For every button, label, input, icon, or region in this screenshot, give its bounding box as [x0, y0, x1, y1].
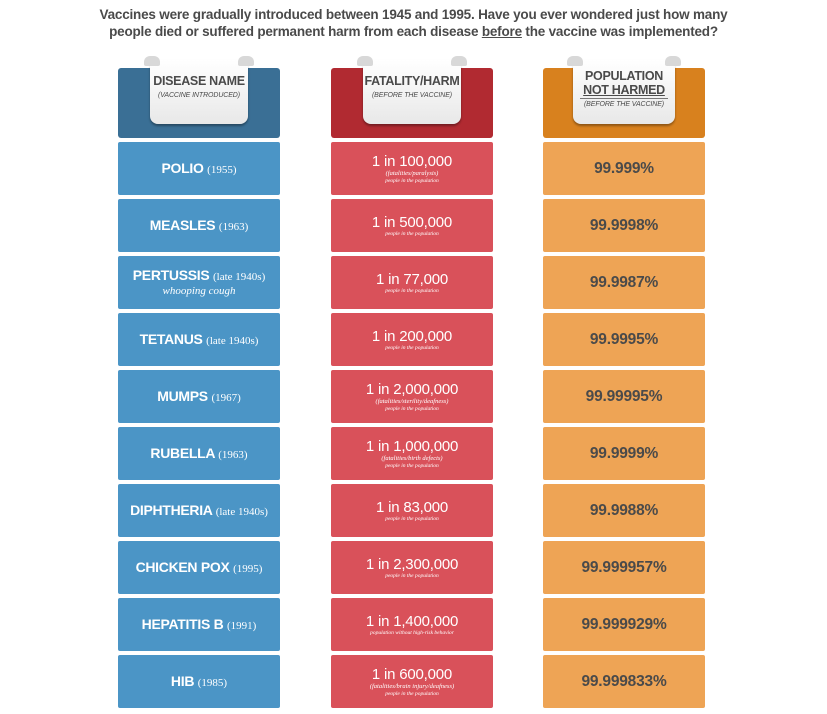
- fatality-note: (fatalities/birth defects): [381, 454, 443, 462]
- population-cell: [543, 256, 705, 309]
- fatality-rate: 1 in 83,000: [375, 498, 449, 516]
- population-header-title-1: POPULATION: [584, 69, 664, 83]
- population-not-harmed-pct: 99.999957%: [581, 558, 667, 576]
- disease-name-line: [157, 388, 241, 406]
- fatality-rate: 1 in 77,000: [375, 270, 449, 288]
- disease-cell: [118, 598, 280, 651]
- table-row: [0, 484, 827, 537]
- vaccine-year: (late 1940s): [215, 505, 268, 518]
- disease-cell: [118, 655, 280, 708]
- vaccine-year: (1967): [211, 391, 241, 404]
- population-cell: [543, 655, 705, 708]
- population-header-tab: [573, 60, 675, 124]
- fatality-population-note: people in the population: [385, 177, 439, 184]
- disease-header-sub: (VACCINE INTRODUCED): [157, 92, 240, 99]
- population-cell: [543, 598, 705, 651]
- intro-text: [40, 6, 787, 40]
- fatality-cell: [331, 313, 493, 366]
- population-header-title-2: NOT HARMED: [583, 83, 665, 97]
- disease-name: HIB: [170, 672, 195, 689]
- disease-name-line: [142, 616, 257, 634]
- population-cell: [543, 370, 705, 423]
- intro-line-2-pre: people died or suffered permanent harm from each disease: [109, 24, 482, 39]
- table-row: [0, 256, 827, 309]
- fatality-cell: [331, 598, 493, 651]
- population-not-harmed-pct: 99.9987%: [589, 273, 659, 291]
- fatality-cell: [331, 370, 493, 423]
- fatality-header-title: FATALITY/HARM: [364, 74, 460, 88]
- disease-alt-name: whooping cough: [162, 285, 236, 297]
- population-not-harmed-pct: 99.999%: [594, 159, 654, 177]
- intro-line-2-underlined: before: [481, 24, 522, 39]
- fatality-population-note: people in the population: [385, 515, 439, 522]
- fatality-population-note: people in the population: [385, 405, 439, 412]
- disease-name: RUBELLA: [150, 444, 215, 461]
- vaccine-year: (1963): [218, 448, 248, 461]
- fatality-population-note: people in the population: [385, 344, 439, 351]
- disease-name: TETANUS: [139, 330, 203, 347]
- fatality-header-sub: (BEFORE THE VACCINE): [371, 92, 453, 99]
- fatality-cell: [331, 427, 493, 480]
- fatality-population-note: people in the population: [385, 230, 439, 237]
- population-cell: [543, 427, 705, 480]
- population-cell: [543, 313, 705, 366]
- table-row: [0, 541, 827, 594]
- disease-name-line: [140, 331, 259, 349]
- fatality-note: (fatalities/brain injury/deafness): [369, 682, 455, 690]
- fatality-cell: [331, 541, 493, 594]
- intro-line-2-post: the vaccine was implemented?: [521, 24, 718, 39]
- vaccine-year: (1991): [227, 619, 257, 632]
- fatality-cell: [331, 142, 493, 195]
- fatality-rate: 1 in 1,400,000: [365, 612, 459, 630]
- disease-name-line: [150, 445, 247, 463]
- fatality-rate: 1 in 1,000,000: [365, 437, 459, 455]
- population-header-sub: (BEFORE THE VACCINE): [580, 98, 668, 109]
- fatality-rate: 1 in 2,300,000: [365, 555, 459, 573]
- fatality-rate: 1 in 500,000: [371, 213, 453, 231]
- disease-name-line: [133, 267, 265, 285]
- disease-header-tab: [150, 60, 248, 124]
- population-not-harmed-pct: 99.9998%: [589, 216, 659, 234]
- vaccine-year: (1963): [218, 220, 249, 233]
- population-cell: [543, 541, 705, 594]
- population-cell: [543, 484, 705, 537]
- disease-cell: [118, 541, 280, 594]
- table-row: [0, 313, 827, 366]
- table-row: [0, 142, 827, 195]
- table-row: [0, 370, 827, 423]
- fatality-population-note: population without high-risk behavior: [370, 629, 454, 636]
- disease-cell: [118, 370, 280, 423]
- disease-cell: [118, 142, 280, 195]
- fatality-rate: 1 in 100,000: [371, 152, 453, 170]
- disease-cell: [118, 313, 280, 366]
- disease-name-line: [136, 559, 263, 577]
- population-not-harmed-pct: 99.99995%: [585, 387, 663, 405]
- disease-name: PERTUSSIS: [132, 267, 210, 283]
- disease-name-line: [150, 217, 249, 235]
- fatality-note: (fatalities/paralysis): [385, 169, 439, 177]
- population-not-harmed-pct: 99.999833%: [581, 672, 667, 690]
- table-row: [0, 199, 827, 252]
- fatality-cell: [331, 256, 493, 309]
- disease-header-title: DISEASE NAME: [153, 74, 245, 88]
- table-row: [0, 655, 827, 708]
- disease-name: POLIO: [161, 159, 204, 176]
- population-cell: [543, 199, 705, 252]
- fatality-note: (fatalities/sterility/deafness): [375, 397, 449, 405]
- vaccine-year: (late 1940s): [206, 334, 259, 347]
- fatality-cell: [331, 199, 493, 252]
- disease-name-line: [130, 502, 268, 520]
- disease-name: CHICKEN POX: [135, 558, 230, 575]
- fatality-header-tab: [363, 60, 461, 124]
- population-not-harmed-pct: 99.9995%: [589, 330, 659, 348]
- disease-name-line: [162, 160, 237, 178]
- disease-cell: [118, 199, 280, 252]
- fatality-rate: 1 in 2,000,000: [365, 380, 459, 398]
- disease-cell: [118, 427, 280, 480]
- table-row: [0, 427, 827, 480]
- population-not-harmed-pct: 99.9999%: [589, 444, 659, 462]
- fatality-population-note: people in the population: [385, 690, 439, 697]
- disease-name: HEPATITIS B: [141, 615, 224, 632]
- fatality-population-note: people in the population: [385, 572, 439, 579]
- table-row: [0, 598, 827, 651]
- fatality-rate: 1 in 200,000: [371, 327, 453, 345]
- intro-line-1: Vaccines were gradually introduced between 1945 and 1995. Have you ever wondered just how many: [99, 7, 728, 22]
- vaccine-year: (late 1940s): [213, 271, 266, 283]
- intro-line-2: [40, 23, 787, 40]
- population-not-harmed-pct: 99.9988%: [589, 501, 659, 519]
- fatality-rate: 1 in 600,000: [371, 665, 453, 683]
- vaccine-year: (1985): [197, 676, 228, 689]
- disease-name: MEASLES: [149, 216, 216, 233]
- vaccine-year: (1995): [233, 562, 263, 575]
- population-not-harmed-pct: 99.999929%: [581, 615, 667, 633]
- fatality-cell: [331, 484, 493, 537]
- fatality-population-note: people in the population: [385, 462, 439, 469]
- disease-cell: [118, 484, 280, 537]
- disease-cell: [118, 256, 280, 309]
- fatality-cell: [331, 655, 493, 708]
- vaccine-year: (1955): [207, 163, 237, 176]
- population-cell: [543, 142, 705, 195]
- disease-name: DIPHTHERIA: [130, 501, 213, 518]
- fatality-population-note: people in the population: [385, 287, 439, 294]
- disease-name-line: [171, 673, 227, 691]
- disease-name: MUMPS: [157, 387, 208, 404]
